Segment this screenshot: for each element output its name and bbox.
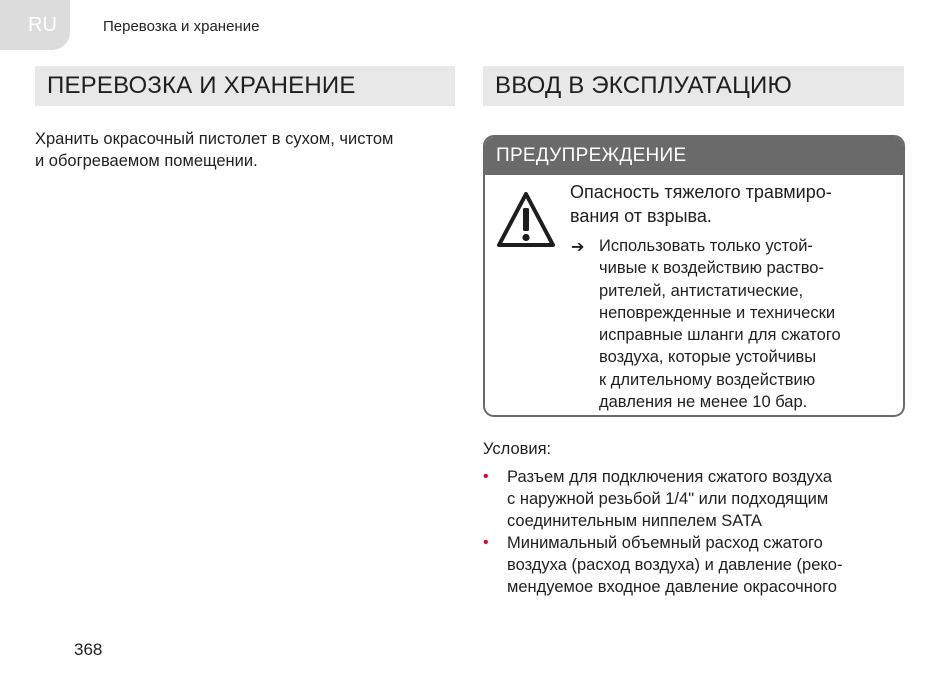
list-item bbox=[483, 532, 913, 598]
instruction-line: неповрежденные и технически bbox=[599, 303, 836, 322]
list-item-line: мендуемое входное давление окрасочного bbox=[507, 578, 837, 596]
paragraph-line: и обогреваемом помещении. bbox=[35, 152, 258, 170]
instruction-line: рителей, антистатические, bbox=[599, 281, 804, 300]
bullet-marker: • bbox=[483, 534, 489, 551]
page-number: 368 bbox=[74, 640, 103, 659]
list-item-line: с наружной резьбой 1/4" или подходящим bbox=[507, 490, 829, 508]
list-item-line: воздуха (расход воздуха) и давление (реко- bbox=[507, 556, 843, 574]
running-header: Перевозка и хранение bbox=[103, 18, 260, 35]
warning-title-line: вания от взрыва. bbox=[570, 206, 712, 226]
instruction-line: к длительному воздействию bbox=[599, 370, 816, 389]
instruction-line: Использовать только устой- bbox=[599, 237, 813, 255]
warning-title-line: Опасность тяжелого травмиро- bbox=[570, 182, 832, 202]
section-heading-commissioning: ВВОД В ЭКСПЛУАТАЦИЮ bbox=[483, 66, 904, 106]
storage-paragraph bbox=[35, 128, 455, 172]
warning-box bbox=[483, 135, 905, 417]
arrow-right-icon: ➔ bbox=[571, 239, 585, 256]
instruction-line: воздуха, которые устойчивы bbox=[599, 348, 817, 367]
warning-title bbox=[570, 180, 900, 228]
warning-header: ПРЕДУПРЕЖДЕНИЕ bbox=[485, 137, 903, 175]
language-tab: RU bbox=[0, 0, 70, 50]
section-heading-transport: ПЕРЕВОЗКА И ХРАНЕНИЕ bbox=[35, 66, 455, 106]
instruction-line: исправные шланги для сжатого bbox=[599, 326, 841, 345]
warning-instruction bbox=[599, 235, 899, 413]
bullet-marker: • bbox=[483, 468, 489, 485]
warning-triangle-icon bbox=[495, 190, 557, 250]
list-item bbox=[483, 466, 913, 532]
list-item-line: соединительным ниппелем SATA bbox=[507, 512, 762, 530]
paragraph-line: Хранить окрасочный пистолет в сухом, чистом bbox=[35, 130, 394, 148]
conditions-label: Условия: bbox=[483, 440, 552, 458]
conditions-list bbox=[483, 466, 913, 598]
instruction-line: чивые к воздействию раство- bbox=[599, 259, 824, 278]
list-item-line: Минимальный объемный расход сжатого bbox=[507, 534, 823, 552]
instruction-line: давления не менее 10 бар. bbox=[599, 393, 808, 412]
list-item-line: Разъем для подключения сжатого воздуха bbox=[507, 468, 833, 486]
